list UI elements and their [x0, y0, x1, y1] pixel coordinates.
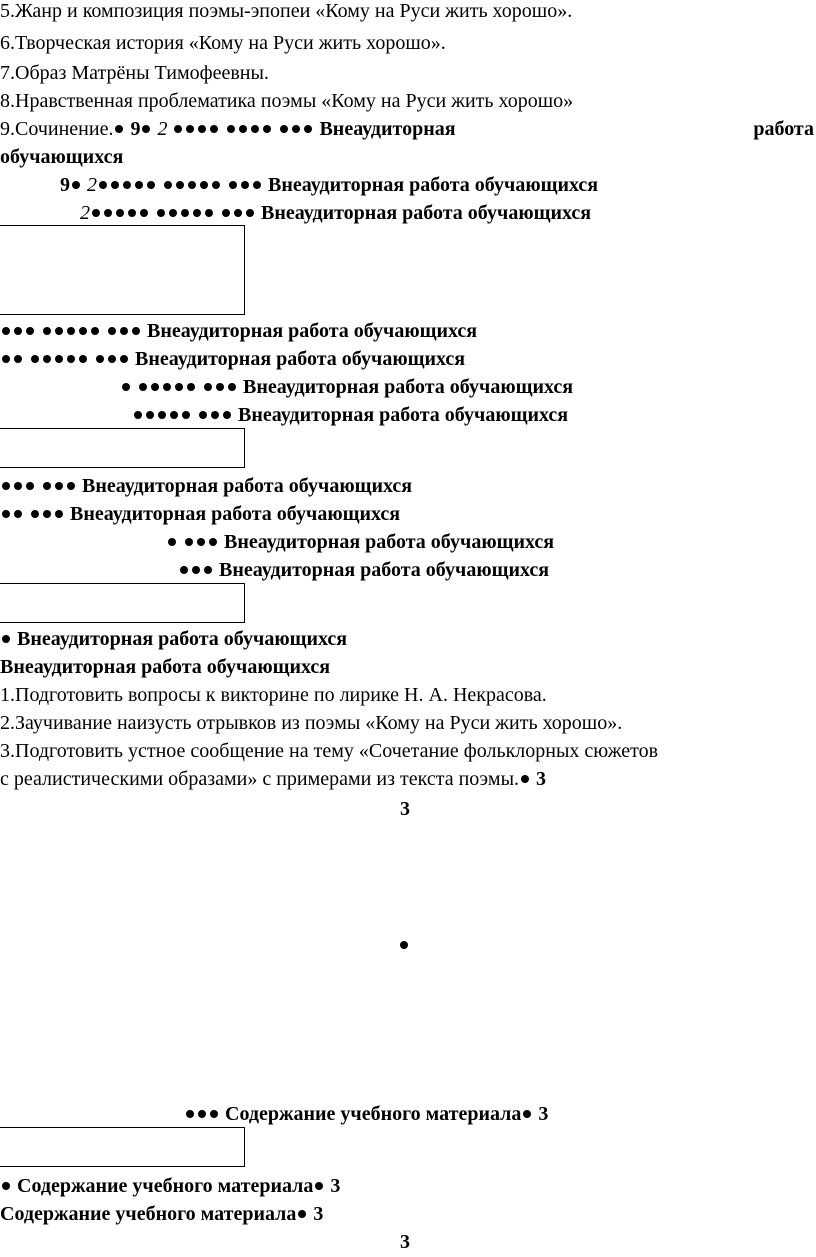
black-dot-icon: [135, 181, 143, 189]
summary-row: [0, 346, 465, 372]
black-dot-icon: [128, 209, 136, 217]
extra-work-label: Внеаудиторная работа обучающихся: [70, 503, 401, 525]
extra-work-word2: работа: [753, 118, 814, 140]
black-dot-icon: [241, 181, 249, 189]
black-dot-icon: [134, 411, 142, 419]
black-dot-icon: [55, 510, 63, 518]
black-dot-icon: [180, 566, 188, 574]
black-dot-icon: [193, 209, 201, 217]
black-dot-icon: [2, 510, 10, 518]
black-dot-icon: [169, 209, 177, 217]
black-dot-icon: [181, 209, 189, 217]
summary-row: [0, 1173, 340, 1199]
task-item-1: 1.Подготовить вопросы к викторине по лирике Н. А. Некрасова.: [0, 684, 547, 706]
black-dot-icon: [523, 1110, 531, 1118]
black-dot-icon: [99, 181, 107, 189]
list-item-6: 6.Творческая история «Кому на Руси жить хорошо».: [0, 32, 446, 54]
black-dot-icon: [197, 538, 205, 546]
black-dot-icon: [72, 181, 80, 189]
hours-value: 9: [130, 118, 141, 140]
summary-row: [0, 318, 477, 344]
section-heading: Внеаудиторная работа обучающихся: [0, 656, 331, 678]
item-9-text: 9.Сочинение.: [0, 118, 114, 140]
task-item-3-text: с реалистическими образами» с примерами из текста поэмы.: [0, 768, 520, 790]
content-label: Содержание учебного материала: [0, 1203, 297, 1225]
table-cell-box: [0, 583, 245, 623]
black-dot-icon: [315, 1182, 323, 1190]
black-dot-icon: [31, 510, 39, 518]
black-dot-icon: [108, 355, 116, 363]
black-dot-icon: [116, 209, 124, 217]
table-cell-box: [0, 225, 245, 315]
black-dot-icon: [228, 383, 236, 391]
black-dot-icon: [251, 125, 259, 133]
black-dot-icon: [168, 538, 176, 546]
black-dot-icon: [211, 411, 219, 419]
black-dot-icon: [163, 383, 171, 391]
black-dot-icon: [176, 181, 184, 189]
black-dot-icon: [200, 181, 208, 189]
black-dot-icon: [174, 125, 182, 133]
black-dot-icon: [280, 125, 288, 133]
extra-work-word1: Внеаудиторная: [319, 118, 456, 140]
black-dot-icon: [67, 327, 75, 335]
black-dot-icon: [146, 411, 154, 419]
black-dot-icon: [263, 125, 271, 133]
black-dot-icon: [111, 181, 119, 189]
table-cell-box: [0, 428, 245, 468]
level-value: 2: [80, 202, 90, 224]
black-dot-icon: [205, 209, 213, 217]
black-dot-icon: [2, 327, 10, 335]
black-dot-icon: [212, 181, 220, 189]
extra-work-label: Внеаудиторная работа обучающихся: [219, 559, 550, 581]
black-dot-icon: [55, 355, 63, 363]
black-dot-icon: [96, 355, 104, 363]
black-dot-icon: [175, 383, 183, 391]
summary-row: [0, 473, 412, 499]
black-dot-icon: [122, 383, 130, 391]
summary-row: [80, 200, 591, 226]
black-dot-icon: [43, 510, 51, 518]
content-label: Содержание учебного материала: [17, 1175, 314, 1197]
summary-row: [0, 1201, 323, 1227]
black-dot-icon: [182, 411, 190, 419]
black-dot-icon: [132, 327, 140, 335]
hours-value: 3: [330, 1175, 341, 1197]
black-dot-icon: [199, 411, 207, 419]
hours-value: 3: [313, 1203, 324, 1225]
black-dot-icon: [209, 538, 217, 546]
black-dot-icon: [115, 125, 123, 133]
list-item-5: 5.Жанр и композиция поэмы-эпопеи «Кому на Руси жить хорошо».: [0, 0, 573, 22]
black-dot-icon: [140, 209, 148, 217]
black-dot-icon: [14, 327, 22, 335]
hours-value: 3: [538, 1103, 549, 1125]
hours-value: 3: [400, 1231, 410, 1253]
black-dot-icon: [14, 510, 22, 518]
black-dot-icon: [31, 355, 39, 363]
black-dot-icon: [186, 125, 194, 133]
black-dot-icon: [188, 181, 196, 189]
extra-work-label: Внеаудиторная работа обучающихся: [17, 628, 348, 650]
summary-row: [132, 402, 568, 428]
black-dot-icon: [67, 355, 75, 363]
black-dot-icon: [91, 327, 99, 335]
black-dot-icon: [239, 125, 247, 133]
black-dot-icon: [104, 209, 112, 217]
black-dot-icon: [304, 125, 312, 133]
black-dot-icon: [2, 482, 10, 490]
black-dot-icon: [253, 181, 261, 189]
black-dot-icon: [108, 327, 116, 335]
black-dot-icon: [14, 355, 22, 363]
bullet-row: [398, 932, 410, 958]
black-dot-icon: [79, 355, 87, 363]
black-dot-icon: [298, 1210, 306, 1218]
black-dot-icon: [222, 209, 230, 217]
black-dot-icon: [400, 941, 408, 949]
black-dot-icon: [2, 635, 10, 643]
task-item-3-cont: [0, 766, 546, 792]
summary-row: [0, 501, 400, 527]
extra-work-label: Внеаудиторная работа обучающихся: [243, 376, 574, 398]
extra-work-label: Внеаудиторная работа обучающихся: [268, 174, 599, 196]
black-dot-icon: [521, 775, 529, 783]
black-dot-icon: [43, 327, 51, 335]
black-dot-icon: [246, 209, 254, 217]
extra-work-label: Внеаудиторная работа обучающихся: [135, 348, 466, 370]
black-dot-icon: [157, 209, 165, 217]
black-dot-icon: [2, 1182, 10, 1190]
black-dot-icon: [26, 327, 34, 335]
level-value: 2: [87, 174, 97, 196]
summary-row: [60, 172, 598, 198]
summary-row: [166, 529, 554, 555]
level-value: 2: [157, 118, 168, 140]
black-dot-icon: [204, 383, 212, 391]
extra-work-label: Внеаудиторная работа обучающихся: [238, 404, 569, 426]
black-dot-icon: [79, 327, 87, 335]
black-dot-icon: [216, 383, 224, 391]
black-dot-icon: [185, 538, 193, 546]
black-dot-icon: [120, 327, 128, 335]
hours-value: 3: [536, 768, 547, 790]
black-dot-icon: [139, 383, 147, 391]
task-item-2: 2.Заучивание наизусть отрывков из поэмы «Кому на Руси жить хорошо».: [0, 712, 623, 734]
extra-work-word3: обучающихся: [0, 146, 124, 168]
black-dot-icon: [123, 181, 131, 189]
black-dot-icon: [147, 181, 155, 189]
black-dot-icon: [2, 355, 10, 363]
extra-work-label: Внеаудиторная работа обучающихся: [224, 531, 555, 553]
list-item-7: 7.Образ Матрёны Тимофеевны.: [0, 62, 269, 84]
black-dot-icon: [223, 411, 231, 419]
black-dot-icon: [43, 482, 51, 490]
black-dot-icon: [67, 482, 75, 490]
task-item-3: 3.Подготовить устное сообщение на тему «Сочетание фольклорных сюжетов: [0, 740, 659, 762]
black-dot-icon: [120, 355, 128, 363]
black-dot-icon: [170, 411, 178, 419]
black-dot-icon: [198, 1110, 206, 1118]
black-dot-icon: [227, 125, 235, 133]
black-dot-icon: [198, 125, 206, 133]
black-dot-icon: [55, 482, 63, 490]
black-dot-icon: [158, 411, 166, 419]
black-dot-icon: [204, 566, 212, 574]
hours-value: 9: [60, 174, 70, 196]
summary-row: [120, 374, 573, 400]
black-dot-icon: [210, 125, 218, 133]
black-dot-icon: [186, 1110, 194, 1118]
black-dot-icon: [210, 1110, 218, 1118]
extra-work-label: Внеаудиторная работа обучающихся: [261, 202, 592, 224]
black-dot-icon: [142, 125, 150, 133]
list-item-8: 8.Нравственная проблематика поэмы «Кому на Руси жить хорошо»: [0, 90, 574, 112]
list-item-9: [0, 116, 816, 142]
black-dot-icon: [14, 482, 22, 490]
hours-value: 3: [400, 798, 410, 820]
extra-work-label: Внеаудиторная работа обучающихся: [82, 475, 413, 497]
black-dot-icon: [292, 125, 300, 133]
summary-row: [0, 626, 347, 652]
black-dot-icon: [151, 383, 159, 391]
table-cell-box: [0, 1127, 245, 1167]
black-dot-icon: [26, 482, 34, 490]
black-dot-icon: [43, 355, 51, 363]
extra-work-label: Внеаудиторная работа обучающихся: [147, 320, 478, 342]
black-dot-icon: [55, 327, 63, 335]
black-dot-icon: [187, 383, 195, 391]
content-label: Содержание учебного материала: [225, 1103, 522, 1125]
black-dot-icon: [229, 181, 237, 189]
summary-row: [178, 557, 549, 583]
summary-row: [184, 1101, 548, 1127]
black-dot-icon: [192, 566, 200, 574]
black-dot-icon: [92, 209, 100, 217]
black-dot-icon: [234, 209, 242, 217]
black-dot-icon: [164, 181, 172, 189]
